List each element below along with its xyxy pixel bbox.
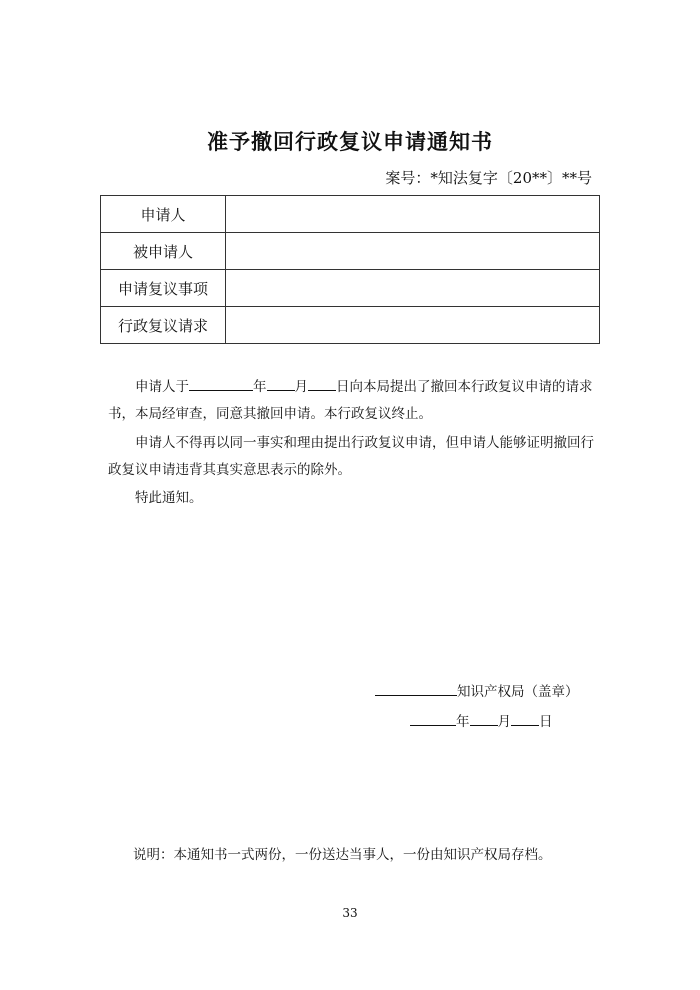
paragraph-withdrawal — [108, 374, 598, 428]
row-value-applicant — [226, 196, 600, 233]
footnote: 说明：本通知书一式两份，一份送达当事人，一份由知识产权局存档。 — [133, 847, 552, 863]
blank-year — [189, 376, 253, 391]
table-row — [101, 307, 600, 344]
signature-date — [410, 710, 553, 730]
blank-sign-year — [410, 711, 456, 726]
signature-org: 知识产权局（盖章） — [457, 684, 579, 700]
p1-month-label: 月 — [294, 379, 308, 395]
table-row — [101, 270, 600, 307]
row-label-applicant: 申请人 — [101, 196, 226, 233]
row-value-matter — [226, 270, 600, 307]
row-label-matter: 申请复议事项 — [101, 270, 226, 307]
case-number: 案号：*知法复字〔20**〕**号 — [385, 169, 592, 187]
table-row — [101, 233, 600, 270]
blank-sign-day — [511, 711, 539, 726]
p1-lead: 申请人于 — [135, 379, 189, 395]
document-title: 准予撤回行政复议申请通知书 — [207, 130, 493, 154]
row-value-request — [226, 307, 600, 344]
info-table — [100, 195, 600, 344]
blank-org — [375, 681, 457, 696]
blank-sign-month — [470, 711, 498, 726]
page-number: 33 — [342, 906, 358, 920]
blank-day — [308, 376, 336, 391]
signature-line — [375, 680, 579, 700]
closing-text: 特此通知。 — [135, 490, 203, 506]
p1-rest: 日向本局提出了撤回本行政复议申请的请求书，本局经审查，同意其撤回申请。本行政复议终止。 — [108, 379, 593, 422]
paragraph-restriction: 申请人不得再以同一事实和理由提出行政复议申请，但申请人能够证明撤回行政复议申请违背其真实意思表示的除外。 — [108, 435, 594, 478]
row-label-respondent: 被申请人 — [101, 233, 226, 270]
paragraph-closing — [108, 485, 598, 512]
sign-month-label: 月 — [497, 714, 511, 730]
sign-day-label: 日 — [539, 714, 553, 730]
row-value-respondent — [226, 233, 600, 270]
sign-year-label: 年 — [456, 714, 470, 730]
blank-month — [267, 376, 295, 391]
row-label-request: 行政复议请求 — [101, 307, 226, 344]
table-row — [101, 196, 600, 233]
p1-year-label: 年 — [253, 379, 267, 395]
